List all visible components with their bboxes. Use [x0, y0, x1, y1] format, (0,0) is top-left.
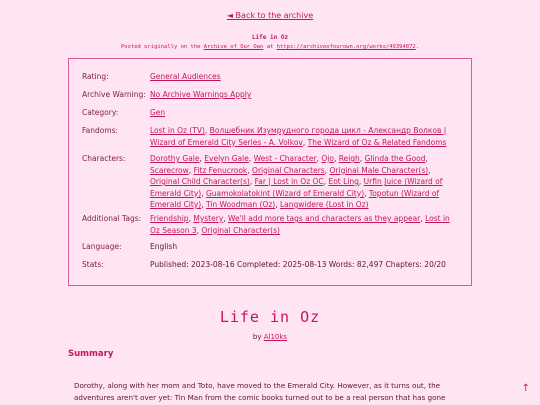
tag-link[interactable]: Original Male Character(s)	[329, 165, 429, 175]
meta-language-value: English	[150, 242, 178, 251]
meta-stats-label: Stats:	[82, 260, 104, 269]
tag-separator: ,	[248, 154, 254, 163]
tag-link[interactable]: No Archive Warnings Apply	[150, 90, 252, 99]
posted-originally-line	[0, 44, 540, 50]
tag-separator: ,	[358, 177, 364, 186]
author-link[interactable]: Al10ks	[263, 333, 288, 341]
posted-mid: at	[266, 44, 274, 50]
byline	[0, 333, 540, 341]
meta-fandoms-value	[150, 125, 460, 148]
tag-link[interactable]: Langwidere (Lost in Oz)	[279, 200, 369, 209]
tag-link[interactable]: Reigh	[338, 154, 360, 163]
tag-separator: ,	[316, 154, 322, 163]
meta-tags-value	[150, 213, 460, 236]
meta-rating-value	[150, 71, 460, 83]
tag-link[interactable]: Fitz Fenucrook	[193, 165, 248, 175]
meta-warning-label: Archive Warning:	[82, 90, 146, 99]
tag-link[interactable]: Original Child Character(s)	[150, 177, 250, 186]
tag-link[interactable]: Evelyn Gale	[204, 154, 249, 163]
tag-separator: ,	[428, 165, 431, 175]
tag-separator: ,	[364, 188, 369, 198]
meta-rating-label: Rating:	[82, 72, 109, 81]
tag-separator: ,	[247, 165, 253, 175]
tag-separator: ,	[204, 126, 210, 135]
meta-characters-label: Characters:	[82, 154, 126, 163]
meta-characters-value	[150, 153, 460, 211]
meta-category-value	[150, 107, 460, 119]
tag-separator: ,	[188, 214, 194, 223]
tag-link[interactable]: Guamokolatokint (Wizard of Emerald City)	[205, 188, 365, 198]
scroll-to-top-icon[interactable]: ↑	[521, 383, 530, 394]
tag-link[interactable]: Ojo	[321, 154, 334, 163]
tag-separator: ,	[275, 200, 280, 209]
work-title-small: Life in Oz	[251, 34, 289, 41]
tag-separator: ,	[425, 154, 428, 163]
tag-link[interactable]: The Wizard of Oz & Related Fandoms	[307, 137, 447, 147]
meta-language-label: Language:	[82, 242, 122, 251]
tag-separator: ,	[420, 214, 426, 223]
tag-separator: ,	[302, 137, 308, 147]
meta-stats-value: Published: 2023-08-16 Completed: 2025-08-13 Words: 82,497 Chapters: 20/20	[150, 260, 446, 269]
tag-separator: ,	[199, 154, 205, 163]
tag-link[interactable]: Scarecrow	[150, 165, 189, 175]
tag-link[interactable]: Dorothy Gale	[150, 154, 200, 163]
work-url-link[interactable]: https://archiveofourown.org/works/49394872	[276, 44, 416, 50]
tag-separator: ,	[188, 165, 194, 175]
tag-link[interactable]: We'll add more tags and characters as they appear	[228, 214, 421, 223]
tag-separator: ,	[333, 154, 339, 163]
meta-category-label: Category:	[82, 108, 119, 117]
back-link-label[interactable]: ◄ Back to the archive	[226, 11, 314, 20]
tag-link[interactable]: Eot Ling	[328, 177, 359, 186]
tag-separator: ,	[323, 177, 329, 186]
tag-link[interactable]: Mystery	[193, 214, 224, 223]
posted-suffix: .	[415, 44, 420, 50]
tag-link[interactable]: Urfin Juice (Wizard of Emerald City)	[150, 177, 443, 198]
tag-link[interactable]: General Audiences	[150, 72, 221, 81]
tag-separator: ,	[201, 188, 206, 198]
tag-separator: ,	[359, 154, 365, 163]
byline-prefix: by	[252, 333, 262, 341]
tag-link[interactable]: Original Characters	[252, 165, 325, 175]
tag-separator: ,	[196, 225, 202, 235]
work-heading-title: Life in Oz	[219, 308, 321, 326]
meta-tags-label: Additional Tags:	[82, 214, 142, 223]
tag-link[interactable]: Tin Woodman (Oz)	[205, 200, 276, 209]
tag-link[interactable]: Glinda the Good	[364, 154, 426, 163]
tag-link[interactable]: Friendship	[150, 214, 189, 223]
summary-text: Dorothy, along with her mom and Toto, have moved to the Emerald City. However, as it turns out, the adventures aren't over yet: Tin Man from the comic books turned out to be a real person that has gone	[74, 381, 446, 402]
meta-warning-value	[150, 89, 460, 101]
tag-separator: ,	[249, 177, 255, 186]
tag-link[interactable]: Волшебник Изумрудного города цикл - Александр Волков | Wizard of Emerald City Series - A. Volkov	[150, 126, 447, 147]
tag-link[interactable]: Topotun (Wizard of Emerald City)	[150, 188, 440, 209]
tag-link[interactable]: Far | Lost in Oz OC	[254, 177, 324, 186]
tag-link[interactable]: Original Character(s)	[201, 225, 280, 235]
tag-link[interactable]: Lost in Oz (TV)	[150, 126, 205, 135]
meta-fandoms-label: Fandoms:	[82, 126, 119, 135]
tag-link[interactable]: Gen	[150, 108, 166, 117]
summary-heading: Summary	[68, 349, 114, 359]
archive-link[interactable]: Archive of Our Own	[203, 44, 264, 50]
tag-link[interactable]: West - Character	[253, 154, 317, 163]
tag-separator: ,	[324, 165, 330, 175]
tag-link[interactable]: Lost in Oz Season 3	[150, 214, 450, 235]
back-to-archive-link[interactable]	[0, 11, 540, 20]
tag-separator: ,	[201, 200, 206, 209]
tag-separator: ,	[223, 214, 229, 223]
work-meta-box	[68, 58, 472, 286]
posted-prefix: Posted originally on the	[120, 44, 201, 50]
